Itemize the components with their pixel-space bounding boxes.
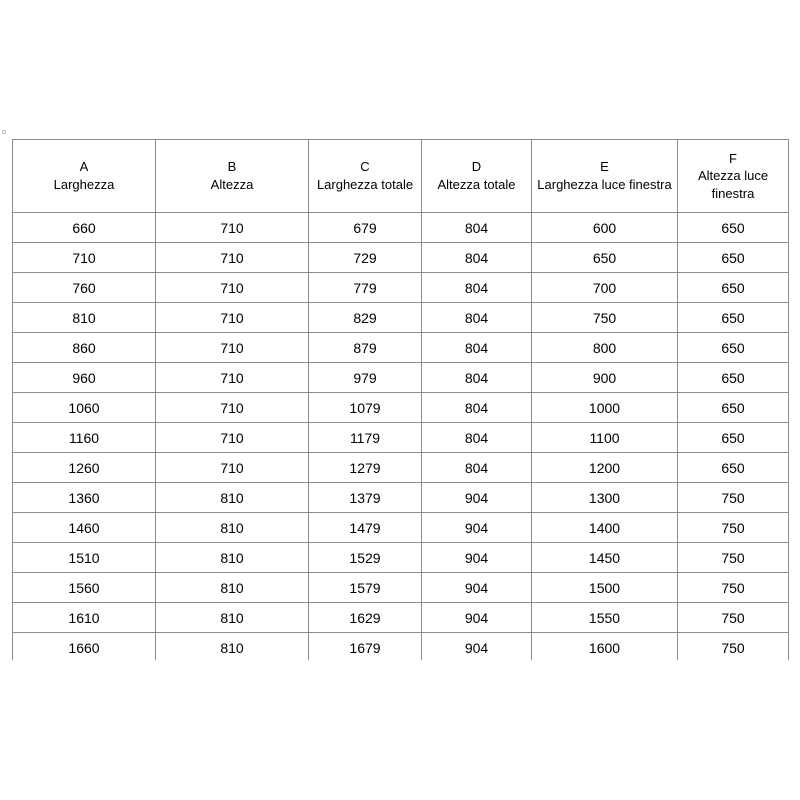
table-cell: 650	[678, 273, 789, 303]
table-cell: 810	[13, 303, 156, 333]
table-cell: 804	[422, 423, 532, 453]
table-row	[13, 333, 789, 363]
table-cell: 650	[678, 363, 789, 393]
table-header	[13, 140, 789, 213]
table-cell: 1300	[532, 483, 678, 513]
column-header-label: Altezza luce finestra	[697, 168, 769, 201]
table-cell: 1510	[13, 543, 156, 573]
table-cell: 710	[13, 243, 156, 273]
table-cell: 810	[156, 543, 309, 573]
table-cell: 1260	[13, 453, 156, 483]
table-cell: 1079	[309, 393, 422, 423]
table-cell: 1379	[309, 483, 422, 513]
table-row	[13, 243, 789, 273]
table-row	[13, 543, 789, 573]
table-header-row	[13, 140, 789, 213]
column-header-label: Altezza totale	[437, 177, 516, 192]
table-cell: 804	[422, 303, 532, 333]
table-cell: 1460	[13, 513, 156, 543]
table-cell: 1060	[13, 393, 156, 423]
table-cell: 650	[678, 423, 789, 453]
table-cell: 1400	[532, 513, 678, 543]
table-cell: 650	[678, 393, 789, 423]
table-cell: 729	[309, 243, 422, 273]
column-header-letter: D	[471, 159, 482, 175]
table-cell: 1160	[13, 423, 156, 453]
table-cell: 650	[678, 213, 789, 243]
table-cell: 679	[309, 213, 422, 243]
table-cell: 1200	[532, 453, 678, 483]
table-cell: 900	[532, 363, 678, 393]
table-cell: 1600	[532, 633, 678, 663]
table-cell: 810	[156, 483, 309, 513]
table-cell: 810	[156, 513, 309, 543]
dimensions-table	[12, 139, 789, 693]
table-cell: 710	[156, 213, 309, 243]
table-body	[13, 213, 789, 693]
table-cell: 829	[309, 303, 422, 333]
table-row	[13, 453, 789, 483]
table-cell: 710	[156, 243, 309, 273]
table-cell: 1679	[309, 633, 422, 663]
table-cell: 710	[156, 333, 309, 363]
column-header-b	[156, 140, 309, 213]
column-header-label: Larghezza	[53, 177, 115, 192]
table-row	[13, 603, 789, 633]
table-cell: 650	[678, 303, 789, 333]
table-cell: 1529	[309, 543, 422, 573]
table-cell: 979	[309, 363, 422, 393]
table-cell: 804	[422, 273, 532, 303]
table-row	[13, 363, 789, 393]
table-cell: 650	[678, 333, 789, 363]
stray-mark: o	[2, 129, 6, 136]
table-row	[13, 573, 789, 603]
table-cell: 904	[422, 513, 532, 543]
table-cell: 804	[422, 333, 532, 363]
column-header-letter: E	[600, 159, 609, 175]
table-cell: 750	[532, 303, 678, 333]
column-header-letter: B	[227, 159, 237, 175]
table-cell: 1610	[13, 603, 156, 633]
table-cell: 700	[532, 273, 678, 303]
table-cell: 710	[156, 423, 309, 453]
table-cell: 800	[532, 333, 678, 363]
column-header-a	[13, 140, 156, 213]
table-cell: 1279	[309, 453, 422, 483]
table-cell: 904	[422, 633, 532, 663]
table-cell: 804	[422, 213, 532, 243]
table-cell: 960	[13, 363, 156, 393]
table-cell: 1179	[309, 423, 422, 453]
table-cell: 804	[422, 393, 532, 423]
table-cell: 1660	[13, 633, 156, 663]
table-cell: 710	[156, 273, 309, 303]
table-cell: 904	[422, 543, 532, 573]
table-cell: 810	[156, 573, 309, 603]
column-header-label: Altezza	[210, 177, 254, 192]
table-cell: 1360	[13, 483, 156, 513]
table-cell: 1479	[309, 513, 422, 543]
column-header-letter: C	[360, 159, 370, 175]
table-cell: 1000	[532, 393, 678, 423]
table-cell: 879	[309, 333, 422, 363]
table-cell: 750	[678, 603, 789, 633]
page-bottom-margin	[0, 660, 800, 800]
table-cell: 650	[678, 243, 789, 273]
table-cell: 760	[13, 273, 156, 303]
table-cell: 804	[422, 363, 532, 393]
table-cell: 1579	[309, 573, 422, 603]
table-cell: 1100	[532, 423, 678, 453]
column-header-label: Larghezza totale	[316, 177, 414, 192]
table-cell: 810	[156, 603, 309, 633]
table-cell: 904	[422, 573, 532, 603]
table-cell: 904	[422, 483, 532, 513]
table-row	[13, 273, 789, 303]
table-cell: 810	[156, 633, 309, 663]
table-row	[13, 483, 789, 513]
table-cell: 1450	[532, 543, 678, 573]
table-row	[13, 633, 789, 663]
table-cell: 750	[678, 513, 789, 543]
table-cell: 710	[156, 303, 309, 333]
table-cell: 804	[422, 453, 532, 483]
table-cell: 650	[678, 453, 789, 483]
table-cell: 1500	[532, 573, 678, 603]
table-cell: 779	[309, 273, 422, 303]
table-row	[13, 393, 789, 423]
table-row	[13, 303, 789, 333]
table-cell: 1560	[13, 573, 156, 603]
table-row	[13, 513, 789, 543]
table-cell: 750	[678, 483, 789, 513]
table-cell: 750	[678, 573, 789, 603]
column-header-letter: A	[79, 159, 89, 175]
column-header-d	[422, 140, 532, 213]
table-cell: 804	[422, 243, 532, 273]
column-header-c	[309, 140, 422, 213]
table-cell: 710	[156, 393, 309, 423]
table-cell: 710	[156, 363, 309, 393]
column-header-letter: F	[729, 150, 737, 166]
table-cell: 660	[13, 213, 156, 243]
table-cell: 710	[156, 453, 309, 483]
table-cell: 600	[532, 213, 678, 243]
table-cell: 1550	[532, 603, 678, 633]
column-header-f	[678, 140, 789, 213]
table-row	[13, 423, 789, 453]
table-row	[13, 213, 789, 243]
table-cell: 860	[13, 333, 156, 363]
table-cell: 650	[532, 243, 678, 273]
table-cell: 1629	[309, 603, 422, 633]
column-header-e	[532, 140, 678, 213]
column-header-label: Larghezza luce finestra	[537, 177, 672, 192]
dimensions-table-container	[12, 139, 788, 693]
table-cell: 750	[678, 543, 789, 573]
table-cell: 750	[678, 633, 789, 663]
table-cell: 904	[422, 603, 532, 633]
